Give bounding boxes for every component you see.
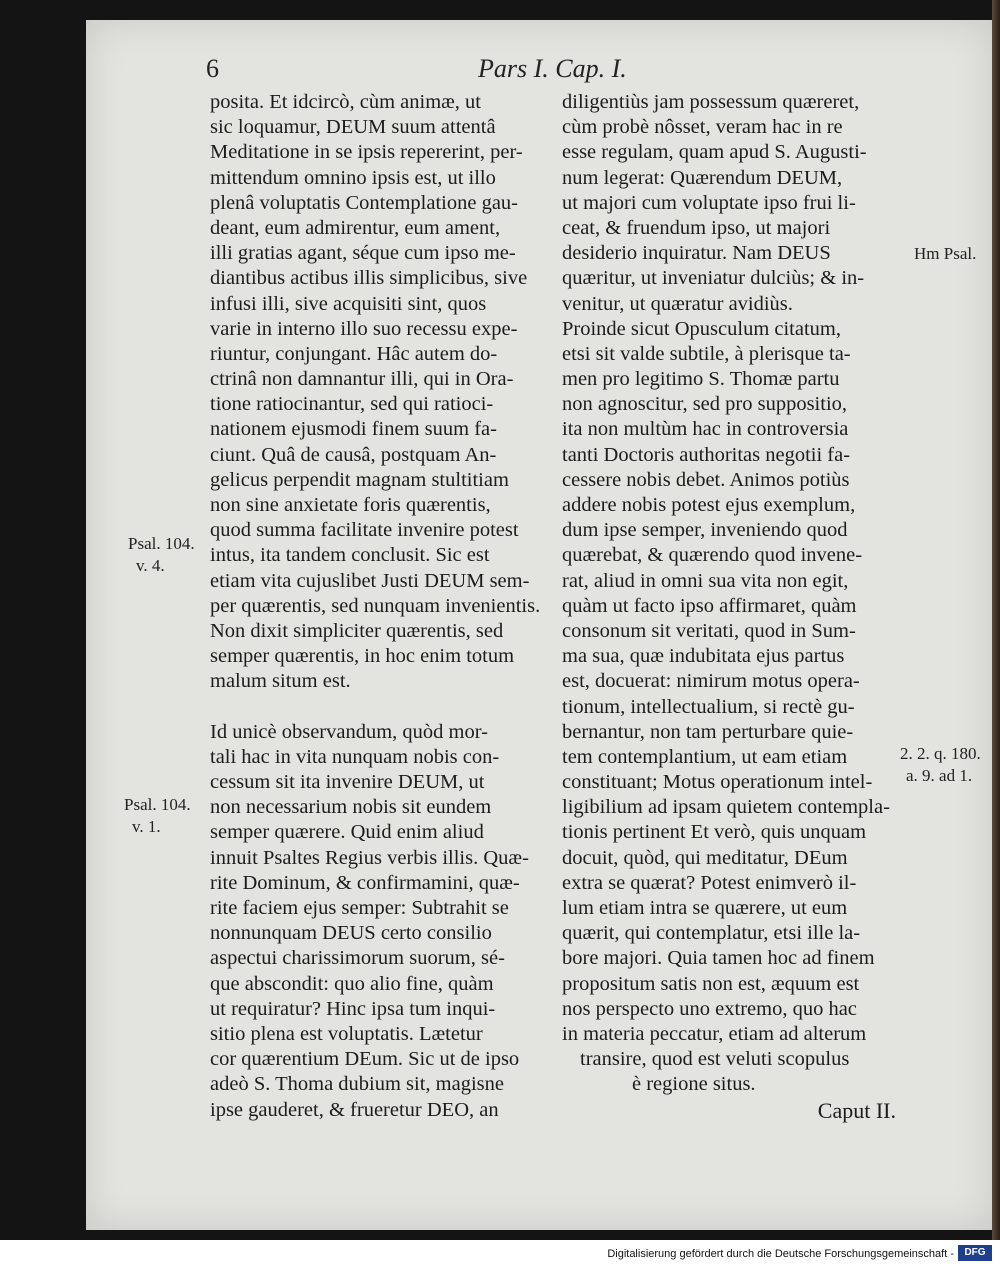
text-line: constituant; Motus operationum intel- (562, 771, 873, 794)
text-line: sic loquamur, DEUM suum attentâ (210, 116, 496, 139)
text-line: cor quærentium DEum. Sic ut de ipso (210, 1048, 520, 1071)
text-line: malum situm est. (210, 670, 351, 693)
text-line: esse regulam, quam apud S. Augusti- (562, 141, 867, 164)
text-line: quærebat, & quærendo quod invene- (562, 544, 863, 567)
text-line: quæritur, ut inveniatur dulciùs; & in- (562, 267, 865, 290)
text-line: ma sua, quæ indubitata ejus partus (562, 645, 845, 668)
text-line: semper quærere. Quid enim aliud (210, 821, 484, 844)
text-line: posita. Et idcircò, cùm animæ, ut (210, 91, 482, 113)
text-line: extra se quærat? Potest enimverò il- (562, 871, 857, 894)
text-line: intus, ita tandem conclusit. Sic est (210, 544, 490, 567)
text-line: etsi sit valde subtile, à plerisque ta- (562, 342, 851, 365)
text-line: rat, aliud in omni sua vita non egit, (562, 569, 849, 592)
text-line: tione ratiocinantur, sed qui ratioci- (210, 393, 494, 416)
text-line: bore majori. Quia tamen hoc ad finem (562, 947, 875, 970)
text-line: per quærentis, sed nunquam invenientis. (210, 594, 541, 617)
text-line: cessum sit ita invenire DEUM, ut (210, 771, 485, 794)
dfg-logo: DFG (958, 1245, 992, 1261)
page-header (0, 54, 1000, 94)
text-line: non sine anxietate foris quærentis, (210, 494, 491, 516)
text-line: dum ipse semper, inveniendo quod (562, 519, 848, 542)
text-line: nos perspecto uno extremo, quo hac (562, 997, 857, 1020)
text-line: Proinde sicut Opusculum citatum, (562, 317, 841, 340)
text-line: quàm ut facto ipso affirmaret, quàm (562, 594, 857, 617)
text-line: tem contemplantium, ut eam etiam (562, 745, 848, 768)
text-line: diligentiùs jam possessum quæreret, (562, 91, 860, 113)
margin-note-line: 2. 2. q. 180. (900, 744, 981, 763)
text-line: innuit Psaltes Regius verbis illis. Quæ- (210, 846, 529, 869)
text-line: adeò S. Thoma dubium sit, magisne (210, 1073, 504, 1096)
text-line: in materia peccatur, etiam ad alterum (562, 1022, 867, 1045)
text-line: ut requiratur? Hinc ipsa tum inqui- (210, 997, 496, 1020)
page-edge (992, 0, 1000, 1240)
text-line: deant, eum admirentur, eum ament, (210, 216, 501, 239)
text-line: ciunt. Quâ de causâ, postquam An- (210, 443, 497, 466)
text-line: riuntur, conjungant. Hâc autem do- (210, 342, 498, 365)
text-line: rite Dominum, & confirmamini, quæ- (210, 871, 520, 894)
catchword: Caput II. (817, 1097, 896, 1123)
text-line: nationem ejusmodi finem suum fa- (210, 418, 497, 441)
text-line: infusi illi, sive acquisiti sint, quos (210, 292, 487, 315)
text-line: est, docuerat: nimirum motus opera- (562, 670, 860, 693)
text-line: addere nobis potest ejus exemplum, (562, 494, 856, 516)
margin-note-line: Psal. 104. (124, 795, 191, 814)
text-line: transire, quod est veluti scopulus (580, 1048, 850, 1071)
text-line: que abscondit: quo alio fine, quàm (210, 972, 494, 995)
text-line: ita non multùm hac in controversia (562, 418, 849, 441)
text-line: Id unicè observandum, quòd mor- (210, 720, 488, 743)
text-line: non necessarium nobis sit eundem (210, 796, 492, 819)
text-line: mittendum omnino ipsis est, ut illo (210, 166, 496, 189)
text-line: nonnunquam DEUS certo consilio (210, 922, 492, 945)
text-line: Meditatione in se ipsis repererint, per- (210, 141, 523, 164)
text-line: varie in interno illo suo recessu expe- (210, 317, 518, 340)
text-line: venitur, ut quæratur avidiùs. (562, 292, 793, 315)
text-line: lum etiam intra se quærere, ut eum (562, 897, 848, 919)
text-line: è regione situs. (632, 1073, 756, 1096)
text-line: tionum, intellectualium, si rectè gu- (562, 695, 855, 718)
text-line: ceat, & fruendum ipso, ut majori (562, 216, 831, 239)
margin-note-right-2 (900, 743, 981, 787)
text-line: non agnoscitur, sed pro suppositio, (562, 393, 848, 416)
margin-note-line: v. 4. (136, 556, 165, 575)
text-line: aspectui charissimorum suorum, sé- (210, 947, 505, 970)
text-line: ctrinâ non damnantur illi, qui in Ora- (210, 368, 514, 391)
footer-credit: Digitalisierung gefördert durch die Deutsche Forschungsgemeinschaft - (607, 1248, 954, 1260)
text-line: diantibus actibus illis simplicibus, sive (210, 267, 528, 290)
text-line: propositum satis non est, æquum est (562, 972, 860, 995)
text-line: num legerat: Quærendum DEUM, (562, 166, 843, 189)
text-line: rite faciem ejus semper: Subtrahit se (210, 897, 509, 919)
text-line: Non dixit simpliciter quærentis, sed (210, 619, 504, 642)
margin-note-left-1 (128, 533, 195, 577)
text-line: ut majori cum voluptate ipso frui li- (562, 191, 856, 214)
text-line: tionis pertinent Et verò, quis unquam (562, 821, 867, 844)
text-line: semper quærentis, in hoc enim totum (210, 645, 515, 668)
text-line: etiam vita cujuslibet Justi DEUM sem- (210, 569, 530, 592)
margin-note-line: a. 9. ad 1. (906, 766, 973, 785)
running-title: Pars I. Cap. I. (478, 54, 627, 83)
text-line (210, 695, 542, 720)
text-line: tali hac in vita nunquam nobis con- (210, 745, 500, 768)
text-line: ipse gauderet, & frueretur DEO, an (210, 1098, 499, 1121)
text-line: tanti Doctoris authoritas negotii fa- (562, 443, 851, 466)
footer-bar (0, 1240, 1000, 1270)
page-number: 6 (206, 54, 219, 83)
text-line: gelicus perpendit magnam stultitiam (210, 468, 509, 491)
text-line: docuit, quòd, qui meditatur, DEum (562, 846, 848, 869)
text-line: ligibilium ad ipsam quietem contempla- (562, 796, 890, 819)
left-column (210, 90, 542, 1123)
text-line: bernantur, non tam perturbare quie- (562, 720, 854, 743)
text-line: quærit, qui contemplatur, etsi ille la- (562, 922, 861, 945)
margin-note-line: v. 1. (132, 817, 161, 836)
text-line: men pro legitimo S. Thomæ partu (562, 368, 840, 391)
text-line: illi gratias agant, séque cum ipso me- (210, 242, 516, 265)
margin-note-line: Psal. 104. (128, 534, 195, 553)
margin-note-left-2 (124, 794, 191, 838)
margin-note-line: Hm Psal. (914, 244, 977, 263)
text-line: cessere nobis debet. Animos potiùs (562, 468, 850, 491)
right-column (562, 90, 908, 1123)
margin-note-right-1 (914, 243, 976, 265)
text-line: quod summa facilitate invenire potest (210, 519, 519, 542)
text-line: cùm probè nôsset, veram hac in re (562, 116, 843, 139)
text-line: consonum sit veritati, quod in Sum- (562, 619, 856, 642)
text-line: desiderio inquiratur. Nam DEUS (562, 242, 831, 265)
text-line: plenâ voluptatis Contemplatione gau- (210, 191, 519, 214)
text-line: sitio plena est voluptatis. Lætetur (210, 1022, 483, 1045)
